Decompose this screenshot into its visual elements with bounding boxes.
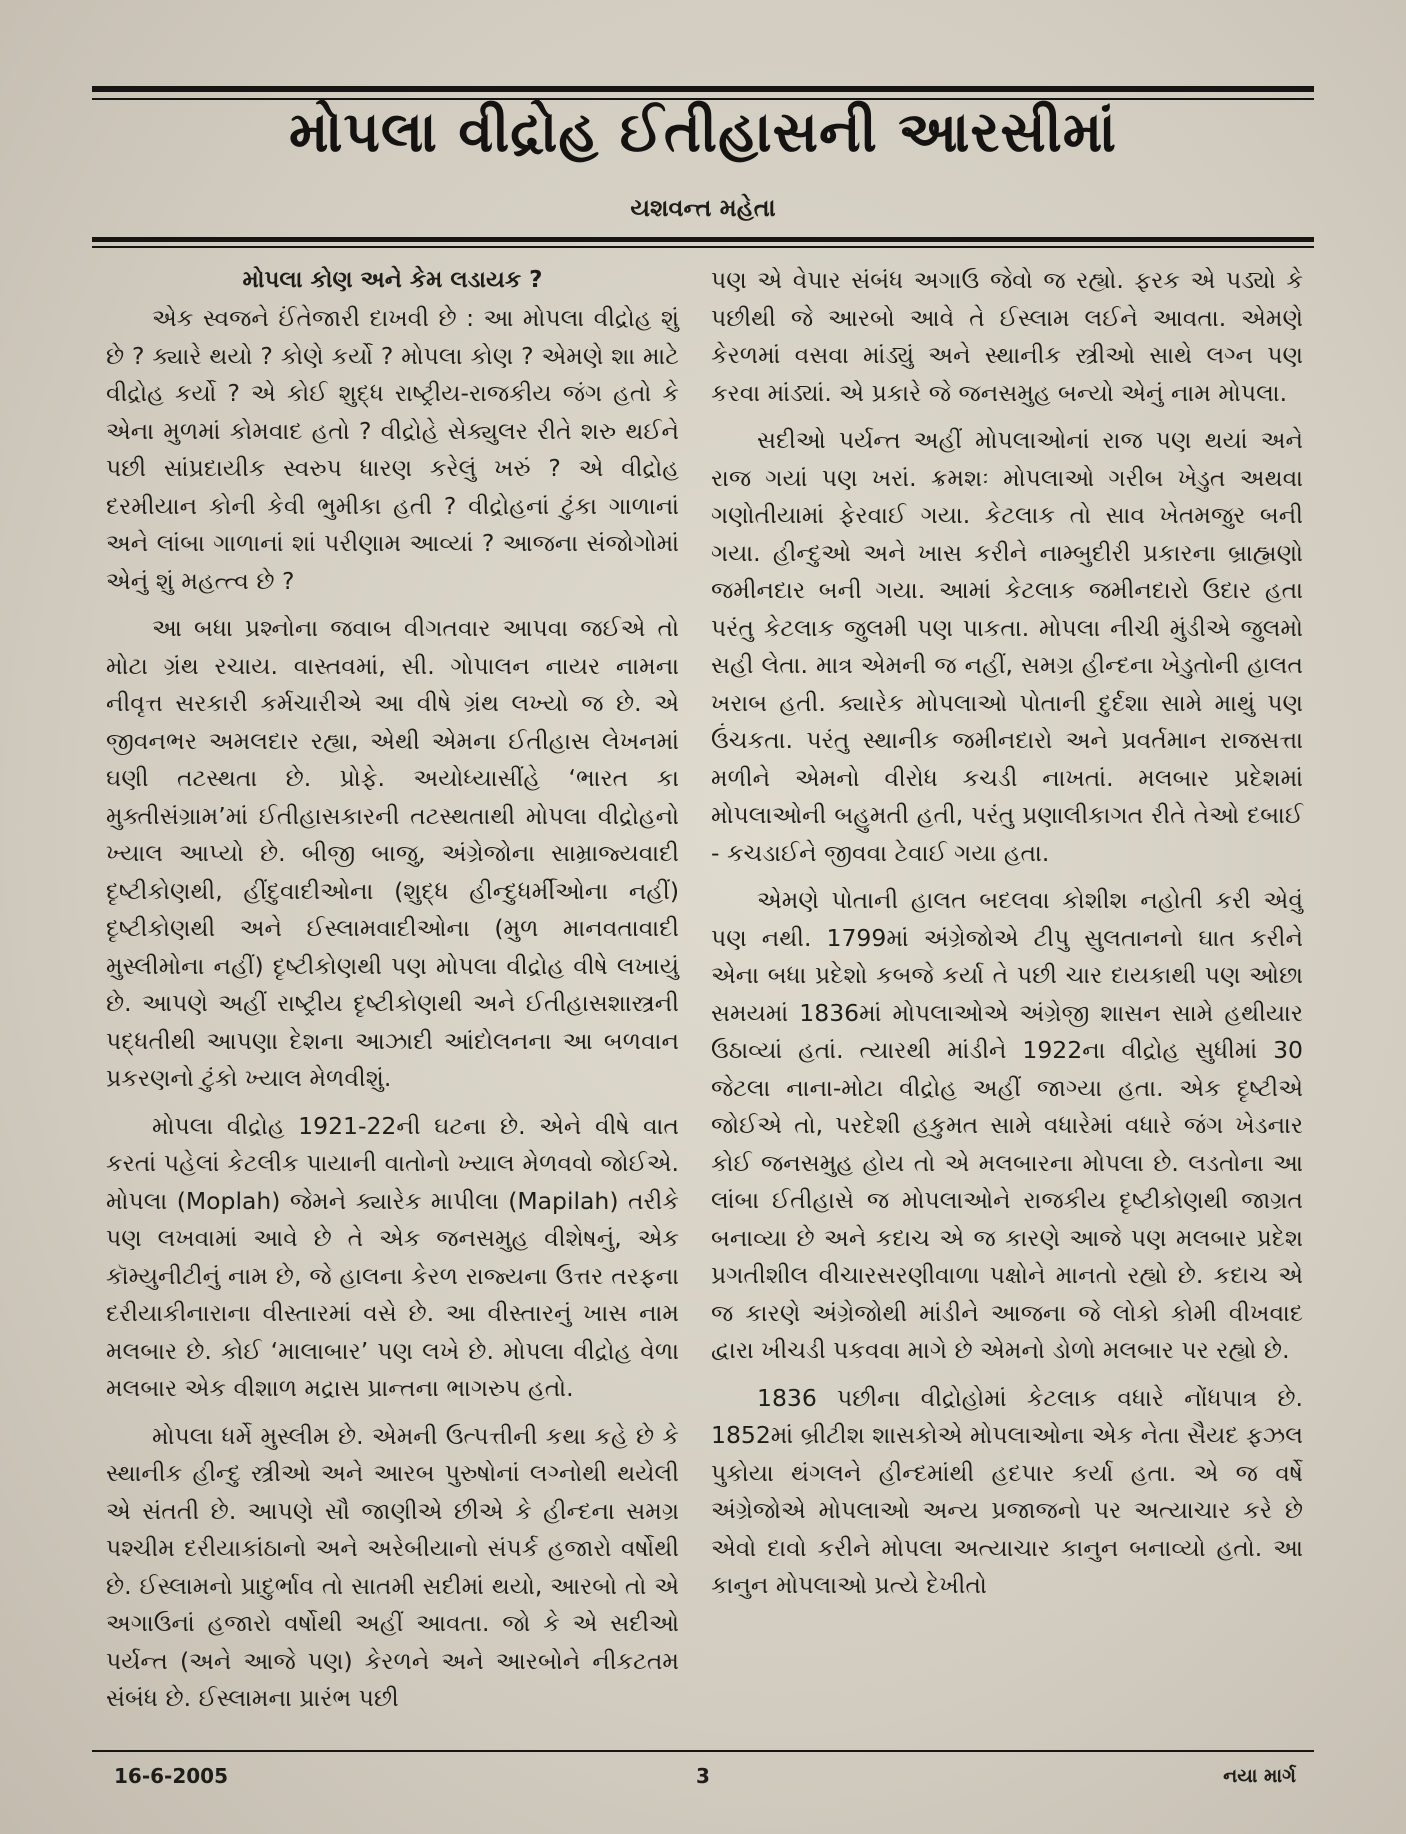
paragraph: 1836 પછીના વીદ્રોહોમાં કેટલાક વધારે નોંધપાત્ર છે. 1852માં બ્રીટીશ શાસકોએ મોપલાઓના એક નેતા સૈયદ ફઝલ પુકોયા થંગલને હીન્દમાંથી હદપાર કર્યા હતા. એ જ વર્ષે અંગ્રેજોએ મોપલાઓ અન્ય પ્રજાજનો પર અત્યાચાર કરે છે એવો દાવો કરીને મોપલા અત્યાચાર કાનુન બનાવ્યો હતો. આ કાનુન મોપલાઓ પ્રત્યે દેખીતો: [711, 1383, 1303, 1599]
paragraph: એક સ્વજને ઈંતેજારી દાખવી છે : આ મોપલા વીદ્રોહ શું છે ? ક્યારે થયો ? કોણે કર્યો ? મોપલા કોણ ? એમણે શા માટે વીદ્રોહ કર્યો ? એ કોઈ શુદ્ધ રાષ્ટ્રીય-રાજકીય જંગ હતો કે એના મુળમાં કોમવાદ હતો ? વીદ્રોહે સેક્યુલર રીતે શરુ થઈને પછી સાંપ્રદાયીક સ્વરુપ ધારણ કરેલું ખરું ? એ વીદ્રોહ દરમીયાન કોની કેવી ભુમીકા હતી ? વીદ્રોહનાં ટુંકા ગાળાનાં અને લાંબા ગાળાનાં શાં પરીણામ આવ્યાં ? આજના સંજોગોમાં એનું શું મહત્ત્વ છે ?: [106, 304, 679, 595]
paragraph-continued: પણ એ વેપાર સંબંધ અગાઉ જેવો જ રહ્યો. ફરક એ પડ્યો કે પછીથી જે આરબો આવે તે ઈસ્લામ લઈને આવતા. એમણે કેરળમાં વસવા માંડ્યું અને સ્થાનીક સ્ત્રીઓ સાથે લગ્ન પણ કરવા માંડ્યાં. એ પ્રકારે જે જનસમુહ બન્યો એનું નામ મોપલા.: [711, 266, 1303, 407]
paragraph: સદીઓ પર્યન્ત અહીં મોપલાઓનાં રાજ પણ થયાં અને રાજ ગયાં પણ ખરાં. ક્રમશઃ મોપલાઓ ગરીબ ખેડુત અથવા ગણોતીયામાં ફેરવાઈ ગયા. કેટલાક તો સાવ ખેતમજુર બની ગયા. હીન્દુઓ અને ખાસ કરીને નામ્બુદીરી પ્રકારના બ્રાહ્મણો જમીનદાર બની ગયા. આમાં કેટલાક જમીનદારો ઉદાર હતા પરંતુ કેટલાક જુલમી પણ પાકતા. મોપલા નીચી મુંડીએ જુલમો સહી લેતા. માત્ર એમની જ નહીં, સમગ્ર હીન્દના ખેડુતોની હાલત ખરાબ હતી. ક્યારેક મોપલાઓ પોતાની દુર્દશા સામે માથું પણ ઉંચકતા. પરંતુ સ્થાનીક જમીનદારો અને પ્રવર્તમાન રાજસત્તા મળીને એમનો વીરોધ કચડી નાખતાં. મલબાર પ્રદેશમાં મોપલાઓની બહુમતી હતી, પરંતુ પ્રણાલીકાગત રીતે તેઓ દબાઈ - કચડાઈને જીવવા ટેવાઈ ગયા હતા.: [711, 426, 1303, 867]
left-column: [106, 262, 679, 1718]
paragraph: આ બધા પ્રશ્નોના જવાબ વીગતવાર આપવા જઈએ તો મોટા ગ્રંથ રચાય. વાસ્તવમાં, સી. ગોપાલન નાયર નામના નીવૃત્ત સરકારી કર્મચારીએ આ વીષે ગ્રંથ લખ્યો જ છે. એ જીવનભર અમલદાર રહ્યા, એથી એમના ઈતીહાસ લેખનમાં ઘણી તટસ્થતા છે. પ્રોફે. અયોધ્યાસીંહે ‘ભારત કા મુક્તીસંગ્રામ’માં ઈતીહાસકારની તટસ્થતાથી મોપલા વીદ્રોહનો ખ્યાલ આપ્યો છે. બીજી બાજુ, અંગ્રેજોના સામ્રાજ્યવાદી દૃષ્ટીકોણથી, હીંદુવાદીઓના (શુદ્ધ હીન્દુધર્મીઓના નહીં) દૃષ્ટીકોણથી અને ઈસ્લામવાદીઓના (મુળ માનવતાવાદી મુસ્લીમોના નહીં) દૃષ્ટીકોણથી પણ મોપલા વીદ્રોહ વીષે લખાયું છે. આપણે અહીં રાષ્ટ્રીય દૃષ્ટીકોણથી અને ઈતીહાસશાસ્ત્રની પદ્ધતીથી આપણા દેશના આઝાદી આંદોલનના આ બળવાન પ્રકરણનો ટુંકો ખ્યાલ મેળવીશું.: [106, 614, 679, 1092]
header-thin-rule: [92, 246, 1314, 248]
header-thick-rule: [92, 237, 1314, 242]
right-column: [711, 262, 1303, 1605]
page-number: 3: [696, 1764, 710, 1788]
issue-date: 16-6-2005: [114, 1764, 229, 1788]
paragraph: મોપલા વીદ્રોહ 1921-22ની ઘટના છે. એને વીષે વાત કરતાં પહેલાં કેટલીક પાયાની વાતોનો ખ્યાલ મેળવવો જોઈએ. મોપલા (Moplah) જેમને ક્યારેક માપીલા (Mapilah) તરીકે પણ લખવામાં આવે છે તે એક જનસમુહ વીશેષનું, એક કૉમ્યુનીટીનું નામ છે, જે હાલના કેરળ રાજ્યના ઉત્તર તરફના દરીયાકીનારાના વીસ્તારમાં વસે છે. આ વીસ્તારનું ખાસ નામ મલબાર છે. કોઈ ‘માલાબાર’ પણ લખે છે. મોપલા વીદ્રોહ વેળા મલબાર એક વીશાળ મદ્રાસ પ્રાન્તના ભાગરુપ હતો.: [106, 1111, 679, 1402]
article-title: મોપલા વીદ્રોહ ઈતીહાસની આરસીમાં: [288, 100, 1118, 165]
author-byline: યશવન્ત મહેતા: [630, 194, 776, 222]
paragraph: મોપલા ધર્મે મુસ્લીમ છે. એમની ઉત્પત્તીની કથા કહે છે કે સ્થાનીક હીન્દુ સ્ત્રીઓ અને આરબ પુરુષોનાં લગ્નોથી થયેલી એ સંતતી છે. આપણે સૌ જાણીએ છીએ કે હીન્દના સમગ્ર પશ્ચીમ દરીયાકાંઠાનો અને અરેબીયાનો સંપર્ક હજારો વર્ષોથી છે. ઈસ્લામનો પ્રાદુર્ભાવ તો સાતમી સદીમાં થયો, આરબો તો એ અગાઉનાં હજારો વર્ષોથી અહીં આવતા. જો કે એ સદીઓ પર્યન્ત (અને આજે પણ) કેરળને અને આરબોને નીકટતમ સંબંધ છે. ઈસ્લામના પ્રારંભ પછી: [106, 1421, 679, 1712]
section-subheading: મોપલા કોણ અને કેમ લડાયક ?: [242, 267, 543, 293]
magazine-name: નયા માર્ગ: [1223, 1765, 1296, 1787]
top-thick-rule: [92, 86, 1314, 92]
paragraph: એમણે પોતાની હાલત બદલવા કોશીશ નહોતી કરી એવું પણ નથી. 1799માં અંગ્રેજોએ ટીપુ સુલતાનનો ઘાત કરીને એના બધા પ્રદેશો કબજે કર્યા તે પછી ચાર દાયકાથી પણ ઓછા સમયમાં 1836માં મોપલાઓએ અંગ્રેજી શાસન સામે હથીયાર ઉઠાવ્યાં હતાં. ત્યારથી માંડીને 1922ના વીદ્રોહ સુધીમાં 30 જેટલા નાના-મોટા વીદ્રોહ અહીં જાગ્યા હતા. એક દૃષ્ટીએ જોઈએ તો, પરદેશી હકુમત સામે વધારેમાં વધારે જંગ ખેડનાર કોઈ જનસમુહ હોય તો એ મલબારના મોપલા છે. લડતોના આ લાંબા ઈતીહાસે જ મોપલાઓને રાજકીય દૃષ્ટીકોણથી જાગ્રત બનાવ્યા છે અને કદાચ એ જ કારણે આજે પણ મલબાર પ્રદેશ પ્રગતીશીલ વીચારસરણીવાળા પક્ષોને માનતો રહ્યો છે. કદાચ એ જ કારણે અંગ્રેજોથી માંડીને આજના જે લોકો કોમી વીખવાદ દ્વારા ખીચડી પકવવા માગે છે એમનો ડોળો મલબાર પર રહ્યો છે.: [711, 886, 1303, 1364]
footer-rule: [92, 1750, 1314, 1752]
